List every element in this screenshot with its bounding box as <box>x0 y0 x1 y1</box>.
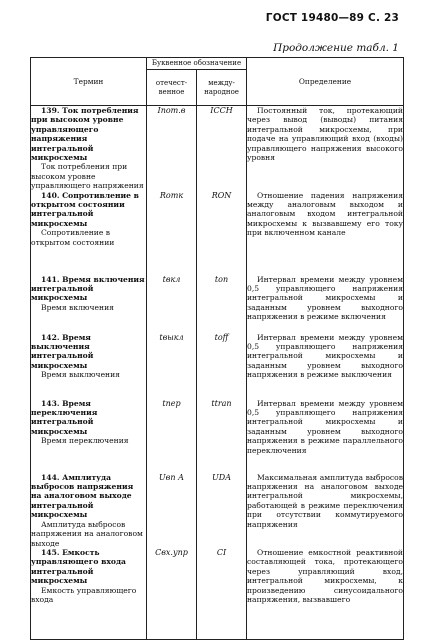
definition-cell <box>247 333 404 399</box>
term-cell <box>31 333 147 399</box>
table-continuation-label: Продолжение табл. 1 <box>273 42 399 54</box>
definition-cell <box>247 399 404 473</box>
symbol-international: CI <box>197 548 247 640</box>
definition-cell <box>247 106 404 191</box>
table-row <box>31 548 404 640</box>
table-row <box>31 333 404 399</box>
table-row <box>31 473 404 548</box>
table-row <box>31 106 404 191</box>
standard-header: ГОСТ 19480—89 С. 23 <box>265 12 399 24</box>
term-cell <box>31 473 147 548</box>
definition-text: Интервал времени между уровнем 0,5 управляющего напряжения интегральной микросхемы и заданным уровнем выходного напряжения в режиме выключения <box>247 332 403 380</box>
symbol-domestic: Rотк <box>147 191 197 275</box>
term-cell <box>31 191 147 275</box>
header-definition: Определение <box>247 58 404 106</box>
symbol-domestic: Uвп А <box>147 473 197 548</box>
definition-text: Максимальная амплитуда выбросов напряжения на аналоговом выходе интегральной микросхемы, работающей в режиме переключения при отсутствии коммутируемого напряжения <box>247 472 403 529</box>
term-title: 139. Ток потребления при высоком уровне управляющего напряжения интегральной микросхемы <box>31 106 139 163</box>
header-international: между- народное <box>197 70 247 106</box>
term-title: 142. Время выключения интегральной микросхемы <box>31 332 94 370</box>
symbol-domestic: Cвх.упр <box>147 548 197 640</box>
definition-cell <box>247 191 404 275</box>
term-cell <box>31 399 147 473</box>
term-cell <box>31 275 147 333</box>
term-title: 145. Емкость управляющего входа интегральной микросхемы <box>31 547 126 586</box>
definition-cell <box>247 548 404 640</box>
definition-cell <box>247 473 404 548</box>
symbol-international: RON <box>197 191 247 275</box>
term-title: 141. Время включения интегральной микросхемы <box>31 274 145 303</box>
symbol-domestic: tвкл <box>147 275 197 333</box>
term-title: 144. Амплитуда выбросов напряжения на аналоговом выходе интегральной микросхемы <box>31 472 134 520</box>
definition-text: Интервал времени между уровнем 0,5 управляющего напряжения интегральной микросхемы и заданным уровнем выходного напряжения в режиме включения <box>247 274 403 322</box>
term-short: Сопротивление в открытом состоянии <box>31 228 115 247</box>
symbol-domestic: tвыкл <box>147 333 197 399</box>
symbol-international: UDA <box>197 473 247 548</box>
term-short: Время выключения <box>41 370 120 380</box>
table-row <box>31 191 404 275</box>
symbol-domestic: tпер <box>147 399 197 473</box>
term-short: Емкость управляющего входа <box>31 585 137 604</box>
symbol-domestic: Iпот.в <box>147 106 197 191</box>
definition-cell <box>247 275 404 333</box>
term-cell <box>31 106 147 191</box>
term-title: 143. Время переключения интегральной микросхемы <box>31 398 98 436</box>
header-domestic: отечест- венное <box>147 70 197 106</box>
symbol-international: ttran <box>197 399 247 473</box>
definition-text: Постоянный ток, протекающий через вывод (выводы) питания интегральной микросхемы, при подаче на управляющий вход (входы) управляющего напряжения высокого уровня <box>247 106 403 163</box>
terms-table <box>30 57 404 640</box>
term-short: Ток потребления при высоком уровне управляющего напряжения <box>31 162 144 191</box>
symbol-international: toff <box>197 333 247 399</box>
term-short: Время переключения <box>41 436 129 446</box>
definition-text: Отношение емкостной реактивной составляющей тока, протекающего через управляющий вход, интегральной микросхемы, к произведению синусоидального напряжения, вызвавшего <box>247 547 403 604</box>
table-row <box>31 275 404 333</box>
term-short: Время включения <box>41 302 114 312</box>
term-cell <box>31 548 147 640</box>
definition-text: Отношение падения напряжения между аналоговым выходом и аналоговым входом интегральной микросхемы к вызвавшему его току при включенном канале <box>247 190 403 238</box>
header-letter-designation: Буквенное обозначение <box>147 58 247 70</box>
symbol-international: ICCH <box>197 106 247 191</box>
symbol-international: ton <box>197 275 247 333</box>
header-term: Термин <box>31 58 147 106</box>
term-short: Амплитуда выбросов напряжения на аналоговом выходе <box>31 519 143 548</box>
term-title: 140. Сопротивление в открытом состоянии интегральной микросхемы <box>31 190 139 228</box>
definition-text: Интервал времени между уровнем 0,5 управляющего напряжения интегральной микросхемы и заданным уровнем выходного напряжения в режиме параллельного переключения <box>247 398 403 455</box>
table-row <box>31 399 404 473</box>
